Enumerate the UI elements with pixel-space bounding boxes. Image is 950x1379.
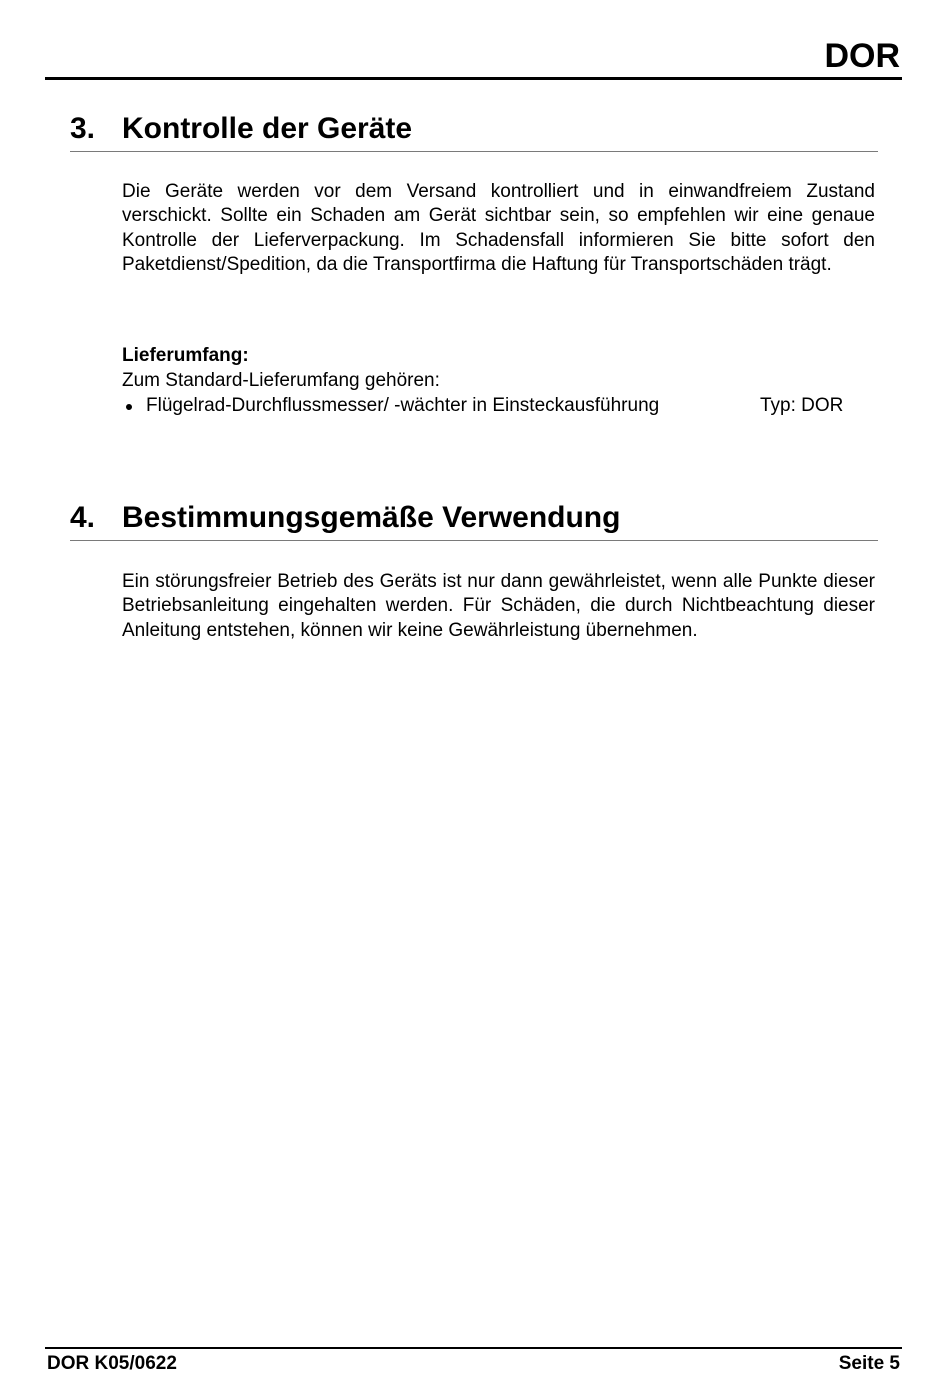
scope-item-text: Flügelrad-Durchflussmesser/ -wächter in Einsteckausführung <box>146 395 660 416</box>
section-4-title: Bestimmungsgemäße Verwendung <box>122 501 621 534</box>
section-3-paragraph: Die Geräte werden vor dem Versand kontrolliert und in einwandfreiem Zustand verschickt. Sollte ein Schaden am Gerät sichtbar sein, so empfehlen wir eine genaue Kontrolle der Lieferverpackung. Im Schadensfall informieren Sie bitte sofort den Paketdienst/Spedition, da die Transportfirma die Haftung für Transportschäden trägt. <box>122 181 875 275</box>
bullet-icon <box>126 404 132 410</box>
scope-label: Lieferumfang: <box>122 345 249 366</box>
section-3-number: 3. <box>70 112 96 145</box>
header-divider <box>45 77 902 80</box>
section-3-heading <box>70 111 878 152</box>
footer-divider <box>45 1347 902 1349</box>
footer-document-id: DOR K05/0622 <box>47 1353 177 1374</box>
section-4-number: 4. <box>70 501 96 534</box>
scope-list-item <box>122 394 875 418</box>
section-3-title: Kontrolle der Geräte <box>122 112 413 145</box>
section-4-heading <box>70 500 878 541</box>
scope-item-type: Typ: DOR <box>760 395 844 416</box>
page-header-title: DOR <box>824 37 900 75</box>
scope-intro: Zum Standard-Lieferumfang gehören: <box>122 370 440 391</box>
section-4-paragraph: Ein störungsfreier Betrieb des Geräts ist nur dann gewährleistet, wenn alle Punkte dieser Betriebsanleitung eingehalten werden. Für Schäden, die durch Nichtbeachtung dieser Anleitung entstehen, können wir keine Gewährleistung übernehmen. <box>122 571 875 641</box>
footer-page-number: Seite 5 <box>838 1353 900 1374</box>
